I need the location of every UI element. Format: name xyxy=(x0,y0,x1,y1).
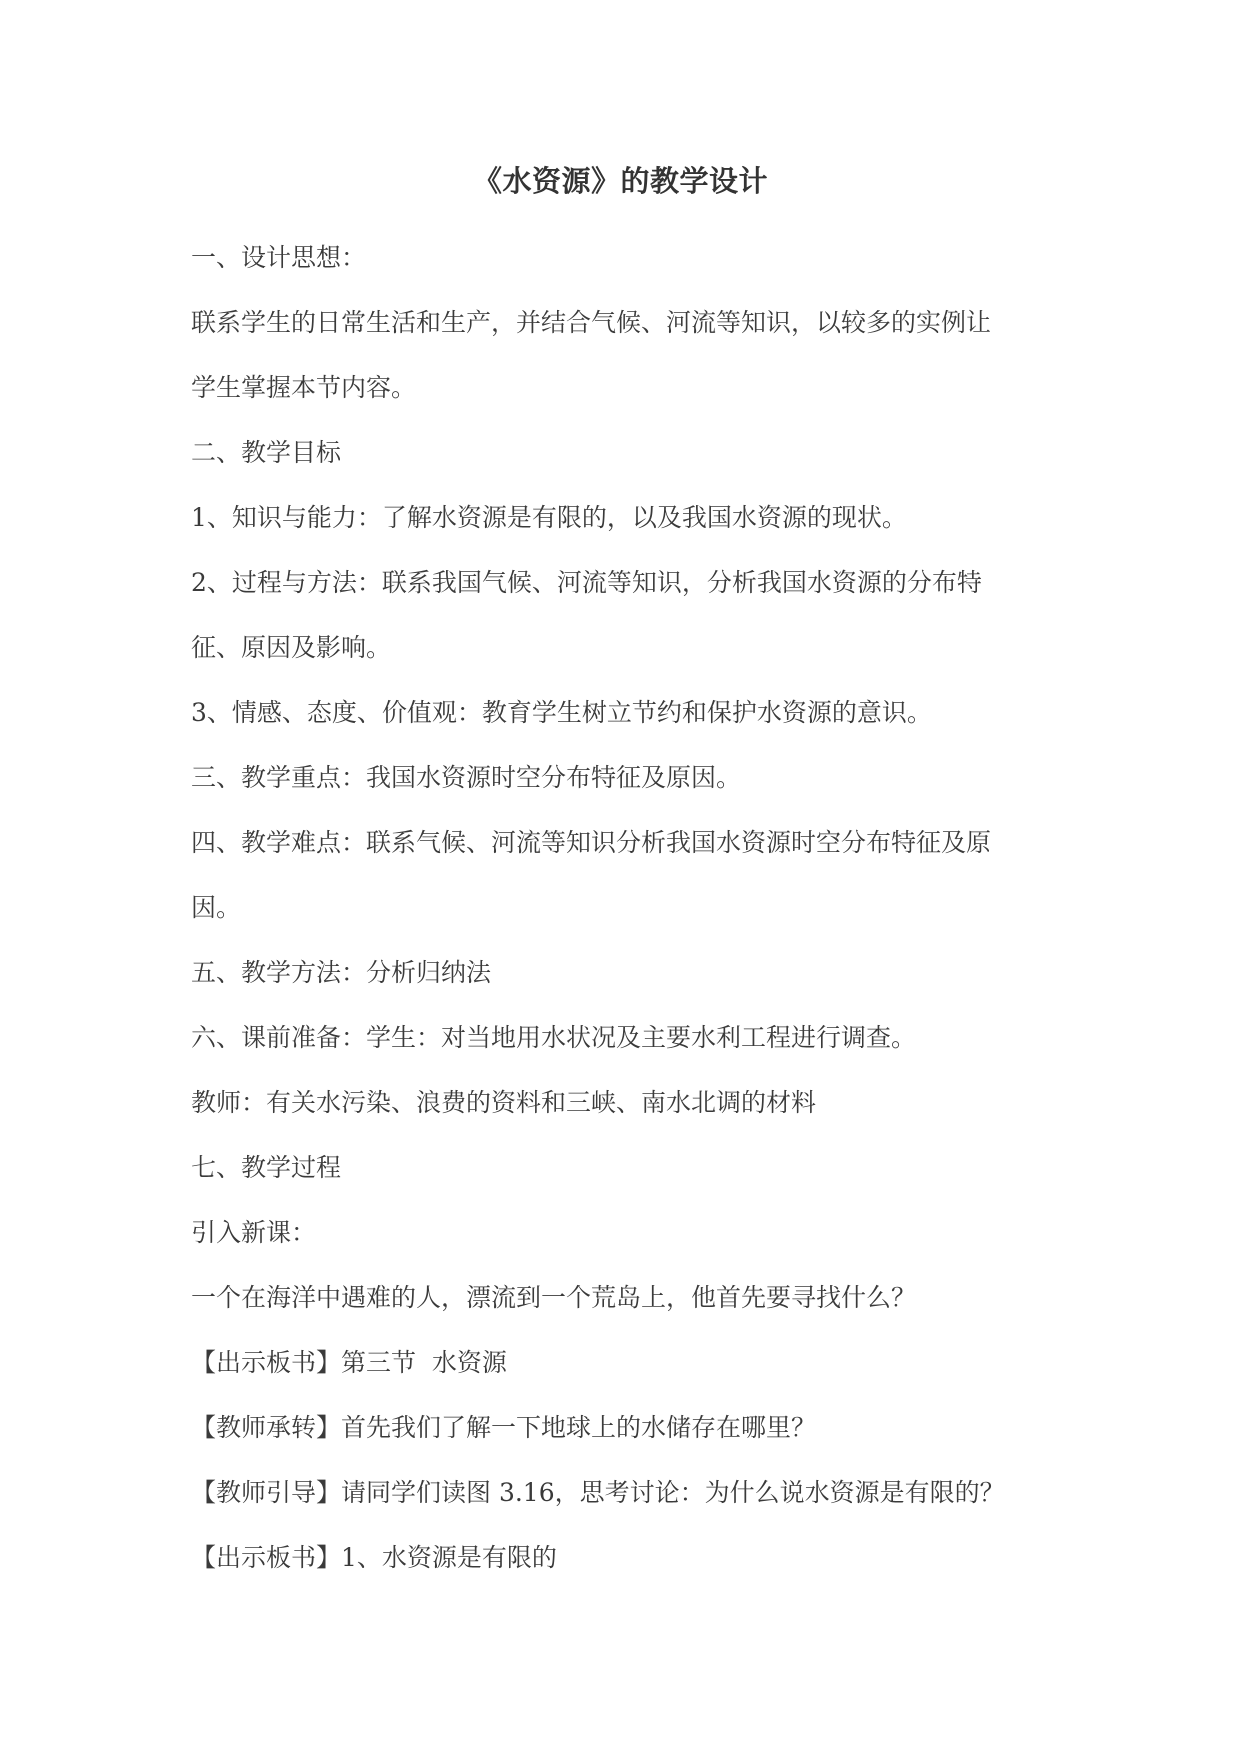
heading-design-idea: 一、设计思想： xyxy=(191,243,367,272)
paragraph-line: 引入新课： xyxy=(191,1218,317,1247)
teacher-transition: 【教师承转】首先我们了解一下地球上的水储存在哪里？ xyxy=(191,1413,817,1442)
goal-item-process: 2、过程与方法：联系我国气候、河流等知识，分析我国水资源的分布特 xyxy=(191,568,982,597)
heading-methods: 五、教学方法：分析归纳法 xyxy=(191,958,492,987)
paragraph-line: 教师：有关水污染、浪费的资料和三峡、南水北调的材料 xyxy=(191,1088,817,1117)
paragraph-line: 因。 xyxy=(191,893,242,922)
goal-item-emotion: 3、情感、态度、价值观：教育学生树立节约和保护水资源的意识。 xyxy=(191,698,932,727)
document-title: 《水资源》的教学设计 xyxy=(472,164,768,198)
board-note: 【出示板书】1、水资源是有限的 xyxy=(191,1543,557,1572)
teacher-guidance: 【教师引导】请同学们读图 3.16，思考讨论：为什么说水资源是有限的？ xyxy=(191,1478,1005,1507)
paragraph-line: 一个在海洋中遇难的人，漂流到一个荒岛上，他首先要寻找什么？ xyxy=(191,1283,917,1312)
document-body xyxy=(191,225,1071,1590)
goal-item-knowledge: 1、知识与能力：了解水资源是有限的，以及我国水资源的现状。 xyxy=(191,503,907,532)
heading-teaching-goals: 二、教学目标 xyxy=(191,438,342,467)
heading-teaching-process: 七、教学过程 xyxy=(191,1153,342,1182)
paragraph-line: 联系学生的日常生活和生产，并结合气候、河流等知识，以较多的实例让 xyxy=(191,308,992,337)
paragraph-line: 征、原因及影响。 xyxy=(191,633,392,662)
paragraph-line: 学生掌握本节内容。 xyxy=(191,373,417,402)
heading-preparation: 六、课前准备：学生：对当地用水状况及主要水利工程进行调查。 xyxy=(191,1023,917,1052)
heading-key-points: 三、教学重点：我国水资源时空分布特征及原因。 xyxy=(191,763,742,792)
heading-difficulties: 四、教学难点：联系气候、河流等知识分析我国水资源时空分布特征及原 xyxy=(191,828,992,857)
board-note: 【出示板书】第三节 水资源 xyxy=(191,1348,507,1377)
